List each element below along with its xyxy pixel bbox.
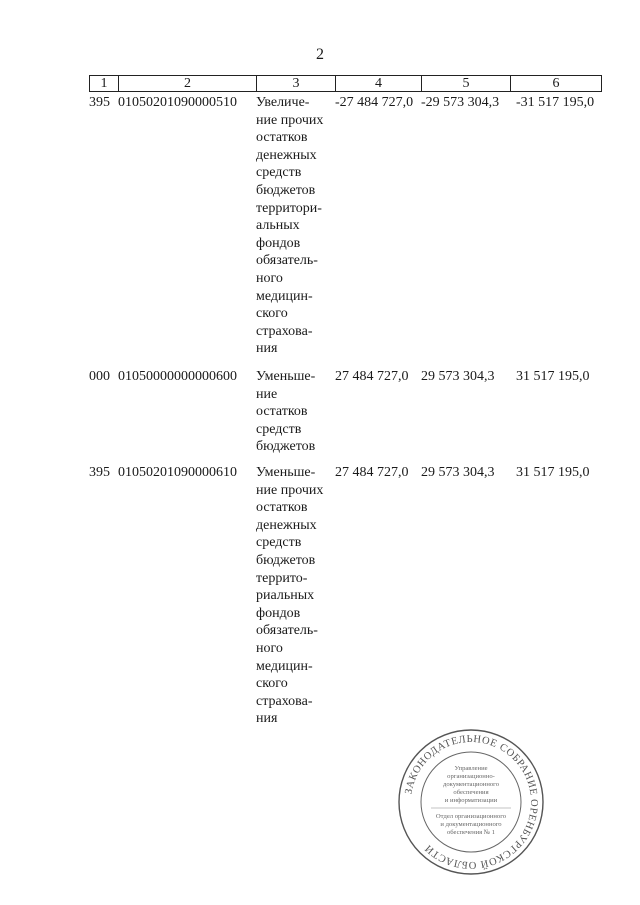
row-classification-code: 01050000000000600: [118, 369, 237, 384]
row-value-year3: 31 517 195,0: [516, 465, 590, 480]
row-description: Увеличе- ние прочих остатков денежных средств бюджетов территори- альных фондов обязатель- ного медицин- ского страхова- ния: [256, 95, 324, 357]
stamp-ring-text: ЗАКОНОДАТЕЛЬНОЕ СОБРАНИЕ ОРЕНБУРГСКОЙ ОБЛАСТИ: [403, 733, 540, 871]
stamp-inner-line: документационного: [442, 781, 500, 788]
column-header-6: 6: [552, 76, 560, 91]
row-classification-code: 01050201090000610: [118, 465, 237, 480]
stamp-inner-line: обеспечения: [453, 789, 489, 796]
row-value-year1: 27 484 727,0: [335, 465, 409, 480]
row-value-year3: 31 517 195,0: [516, 369, 590, 384]
stamp-inner-line: Управление: [454, 765, 488, 772]
row-value-year1: -27 484 727,0: [335, 95, 414, 110]
column-header-1: 1: [90, 76, 119, 91]
row-value-year2: 29 573 304,3: [421, 465, 495, 480]
column-header-4: 4: [336, 76, 422, 91]
row-value-year3: -31 517 195,0: [516, 95, 595, 110]
column-header-5: 5: [422, 76, 511, 91]
row-classification-code: 01050201090000510: [118, 95, 237, 110]
row-value-year2: 29 573 304,3: [421, 369, 495, 384]
row-code: 395: [89, 95, 110, 110]
row-code: 000: [89, 369, 110, 384]
column-header-3: 3: [257, 76, 336, 91]
row-value-year2: -29 573 304,3: [421, 95, 500, 110]
row-description: Уменьше- ние остатков средств бюджетов: [256, 369, 316, 455]
stamp-inner-line: организационно-: [447, 773, 495, 780]
stamp-inner-line: и информатизации: [444, 797, 498, 804]
official-stamp: [397, 728, 545, 876]
stamp-inner-line: и документационного: [440, 821, 502, 828]
row-description: Уменьше- ние прочих остатков денежных средств бюджетов террито- риальных фондов обязатель- ного медицин- ского страхова- ния: [256, 465, 324, 727]
page-number: 2: [316, 46, 324, 63]
stamp-inner-line: Отдел организационного: [435, 813, 507, 820]
stamp-inner-line: обеспечения № 1: [446, 829, 496, 836]
row-code: 395: [89, 465, 110, 480]
column-header-2: 2: [119, 76, 257, 91]
row-value-year1: 27 484 727,0: [335, 369, 409, 384]
table-header-row: [89, 75, 602, 92]
